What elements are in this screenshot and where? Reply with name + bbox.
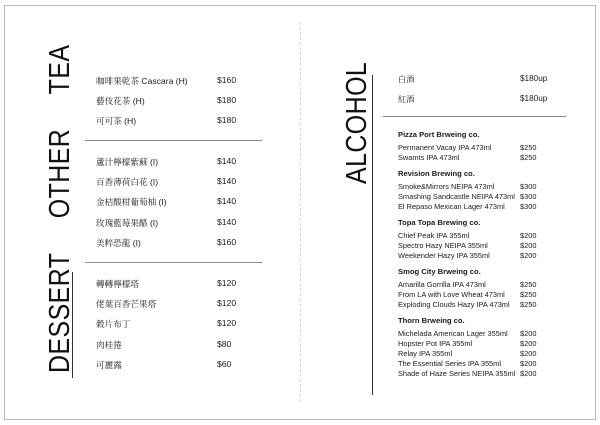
item-name: Permanent Vacay IPA 473ml [398,143,492,152]
right-page-title: ALCOHOL [341,61,373,184]
item-price: $180 [217,115,237,126]
item-name: Hopster Pot IPA 355ml [398,339,473,348]
right-title-rule [372,75,373,395]
list-item [398,241,568,251]
item-name: Michelada American Lager 355ml [398,329,508,338]
item-name: 金桔酸柑葡萄柚 (I) [96,197,167,208]
list-item [398,231,568,241]
item-name: Chief Peak IPA 355ml [398,231,470,240]
list-item [398,290,568,300]
brewery-group [398,316,568,379]
item-price: $180up [520,74,548,83]
list-item [96,278,276,298]
item-price: $60 [217,358,232,369]
item-name: 咖啡果乾茶 Cascara (H) [96,76,188,86]
item-price: $200 [520,251,537,260]
brewery-name: Revision Brewing co. [398,169,475,178]
item-price: $250 [520,143,537,152]
item-name: 白酒 [398,75,415,84]
item-name: Weekender Hazy IPA 355ml [398,251,490,260]
brewery-group [398,130,568,163]
tea-section [96,75,276,136]
item-price: $250 [520,290,537,299]
item-price: $200 [520,349,537,358]
section-divider [383,116,566,117]
list-item [398,359,568,369]
list-item [96,339,276,359]
brewery-name: Topa Topa Brewing co. [398,218,481,227]
item-price: $200 [520,359,537,368]
item-name: Smoke&Mirrors NEIPA 473ml [398,182,495,191]
item-name: 肉桂捲 [96,339,122,350]
list-item [398,329,568,339]
item-name: El Repaso Mexican Lager 473ml [398,202,505,211]
brewery-group [398,267,568,310]
list-item [96,237,276,257]
item-price: $160 [217,75,237,85]
item-name: 百香薄荷白花 (I) [96,177,159,188]
list-item [96,115,276,135]
item-name: The Essential Series IPA 355ml [398,359,501,368]
item-name: 可可茶 (H) [96,116,137,127]
item-name: 美粹恐龍 (I) [96,237,141,248]
item-price: $80 [217,338,232,349]
list-item [96,359,276,379]
item-price: $200 [520,329,537,338]
list-item [398,182,568,192]
item-name: Shade of Haze Series NEIPA 355ml [398,369,516,378]
item-price: $300 [520,192,537,201]
list-item [398,74,568,94]
item-name: Amarilla Gorrilla IPA 473ml [398,280,486,289]
list-item [96,318,276,338]
list-item [96,217,276,237]
item-name: 藝伎花茶 (H) [96,96,145,107]
item-name: 玫瑰藍莓果醋 (I) [96,217,159,228]
page-fold-line [300,22,301,402]
item-name: Swamts IPA 473ml [398,153,460,162]
item-price: $120 [217,318,237,329]
item-price: $140 [217,196,237,207]
list-item [398,143,568,153]
item-price: $160 [217,236,237,247]
list-item [398,202,568,212]
list-item [398,94,568,114]
brewery-group [398,169,568,212]
list-item [96,95,276,115]
item-name: 蘆汁檸檬紫蘇 (I) [96,157,159,167]
item-price: $140 [217,156,237,166]
item-price: $250 [520,153,537,162]
list-item [398,192,568,202]
list-item [96,156,276,176]
list-item [96,196,276,216]
list-item [398,349,568,359]
list-item [96,176,276,196]
item-name: 穀片布丁 [96,319,131,330]
item-price: $200 [520,231,537,240]
wine-section [398,74,568,114]
item-price: $200 [520,369,537,378]
list-item [398,280,568,290]
list-item [398,251,568,261]
item-price: $120 [217,298,237,309]
list-item [398,153,568,163]
item-price: $180 [217,95,237,106]
section-divider [85,262,262,263]
item-price: $200 [520,241,537,250]
item-price: $180up [520,94,548,103]
item-price: $300 [520,182,537,191]
left-title-rule [72,272,73,378]
list-item [398,369,568,379]
item-name: Relay IPA 355ml [398,349,453,358]
item-name: 紅酒 [398,95,415,104]
item-name: 可麗露 [96,359,122,370]
list-item [96,75,276,95]
other-section [96,156,276,257]
item-price: $250 [520,280,537,289]
item-name: 佬葉百香芒果塔 [96,299,157,310]
dessert-section [96,278,276,379]
beer-section [398,130,568,385]
brewery-name: Thorn Brweing co. [398,316,465,325]
list-item [398,339,568,349]
item-price: $140 [217,216,237,227]
item-price: $300 [520,202,537,211]
item-price: $250 [520,300,537,309]
brewery-name: Smog City Brweing co. [398,267,481,276]
item-name: Spectro Hazy NEIPA 355ml [398,241,488,250]
list-item [398,300,568,310]
left-page-title: DESSERT OTHER TEA [44,44,76,373]
item-name: Exploding Clouds Hazy IPA 473ml [398,300,510,309]
item-name: 轉轉檸檬塔 [96,279,139,289]
item-price: $120 [217,278,237,288]
item-price: $140 [217,176,237,187]
item-name: From LA with Love Wheat 473ml [398,290,505,299]
list-item [96,298,276,318]
item-name: Smashing Sandcastle NEIPA 473ml [398,192,515,201]
section-divider [85,140,262,141]
brewery-name: Pizza Port Brweing co. [398,130,480,139]
brewery-group [398,218,568,261]
item-price: $200 [520,339,537,348]
